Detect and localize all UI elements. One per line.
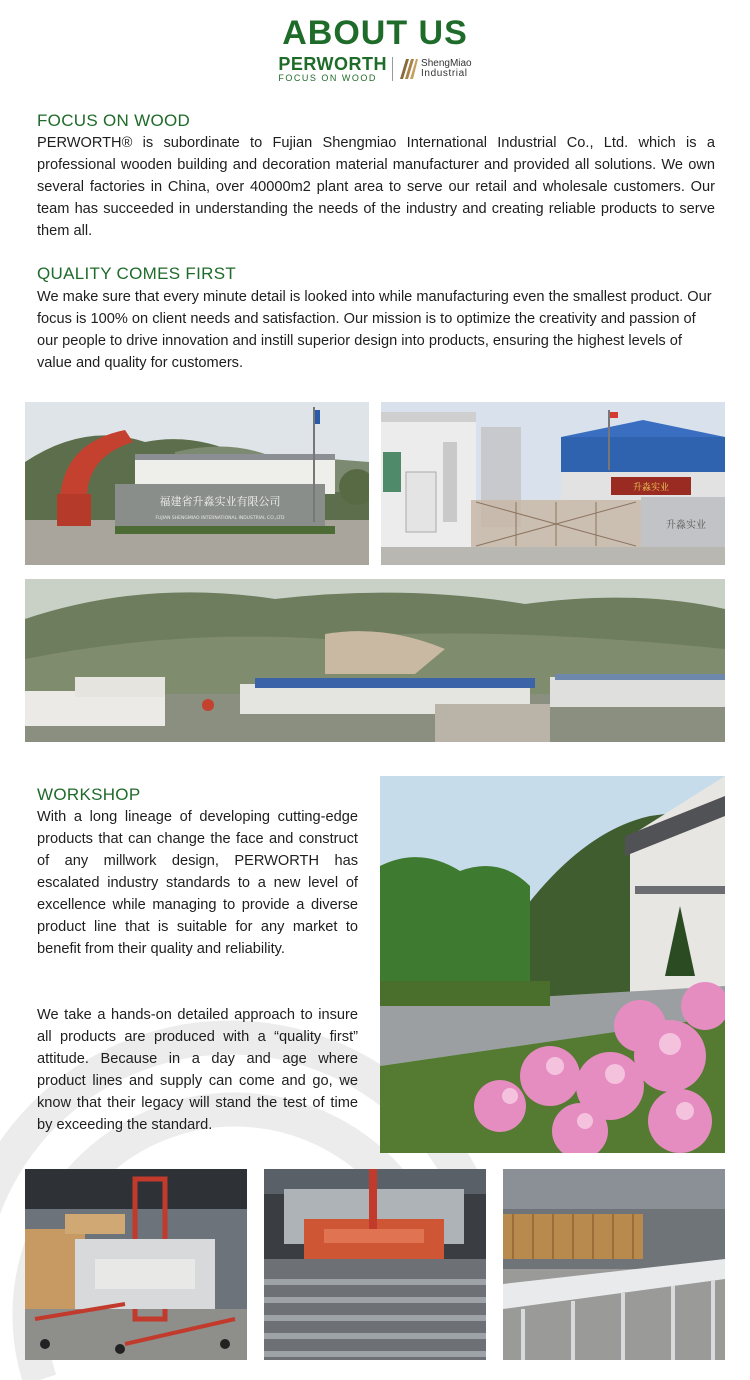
section-title-workshop: WORKSHOP xyxy=(37,785,141,804)
section-body-workshop-2: We take a hands-on detailed approach to insure all products are produced with a “quality first” attitude. Because in a day and age where product lines and supply can come and go, we know that their legacy will stand the test of time by exceeding the standard. xyxy=(37,1007,358,1133)
photo-factory-panorama xyxy=(25,579,725,742)
brand-tagline: FOCUS ON WOOD xyxy=(278,73,377,83)
section-title-focus: FOCUS ON WOOD xyxy=(37,111,191,130)
brand-logo xyxy=(0,54,750,84)
brand-name: PERWORTH xyxy=(278,54,388,74)
photo-workshop-press xyxy=(264,1169,486,1360)
partner-industrial: Industrial xyxy=(421,68,468,79)
logo-divider xyxy=(392,57,393,81)
photo-factory-gate xyxy=(381,402,725,565)
photo-gate-sign: 升淼实业 xyxy=(666,520,706,531)
photo-workshop-line xyxy=(503,1169,725,1360)
section-body-workshop-1: With a long lineage of developing cutting-edge products that can change the face and construct of any millwork design, PERWORTH has escalated industry standards to a new level of excellence while managing to provide a diverse product line that is suitable for any market to benefit from their quality and reliability. xyxy=(37,809,358,957)
page-header xyxy=(0,14,750,84)
section-title-quality: QUALITY COMES FIRST xyxy=(37,264,237,283)
photo-campus-flowers xyxy=(380,776,725,1153)
photo-sign-text: 福建省升淼实业有限公司 xyxy=(159,495,281,508)
photo-workshop-stacker xyxy=(25,1169,247,1360)
photo-gate-roof-sign: 升淼实业 xyxy=(632,483,670,493)
photo-sign-subtext: FUJIAN SHENGMIAO INTERNATIONAL INDUSTRIAL CO.,LTD xyxy=(155,516,285,521)
page-title: ABOUT US xyxy=(282,14,468,52)
photo-company-sign xyxy=(25,402,369,565)
partner-name: ShengMiao xyxy=(421,57,472,69)
section-body-focus: PERWORTH® is subordinate to Fujian Shengmiao International Industrial Co., Ltd. which is a professional wooden building and decoration material manufacturer and provided all solutions. We own several factories in China, over 40000m2 plant area to serve our retail and wholesale customers. Our team has succeeded in understanding the needs of the industry and creating reliable products to serve them all. xyxy=(37,135,715,239)
shengmiao-logo-icon xyxy=(398,57,418,81)
section-body-quality: We make sure that every minute detail is looked into while manufacturing even the smallest product. Our focus is 100% on client needs and satisfaction. Our mission is to optimize the creativity and passion of our people to drive innovation and instill superior design into products, ensuring the highest levels of value and quality for customers. xyxy=(37,289,712,371)
